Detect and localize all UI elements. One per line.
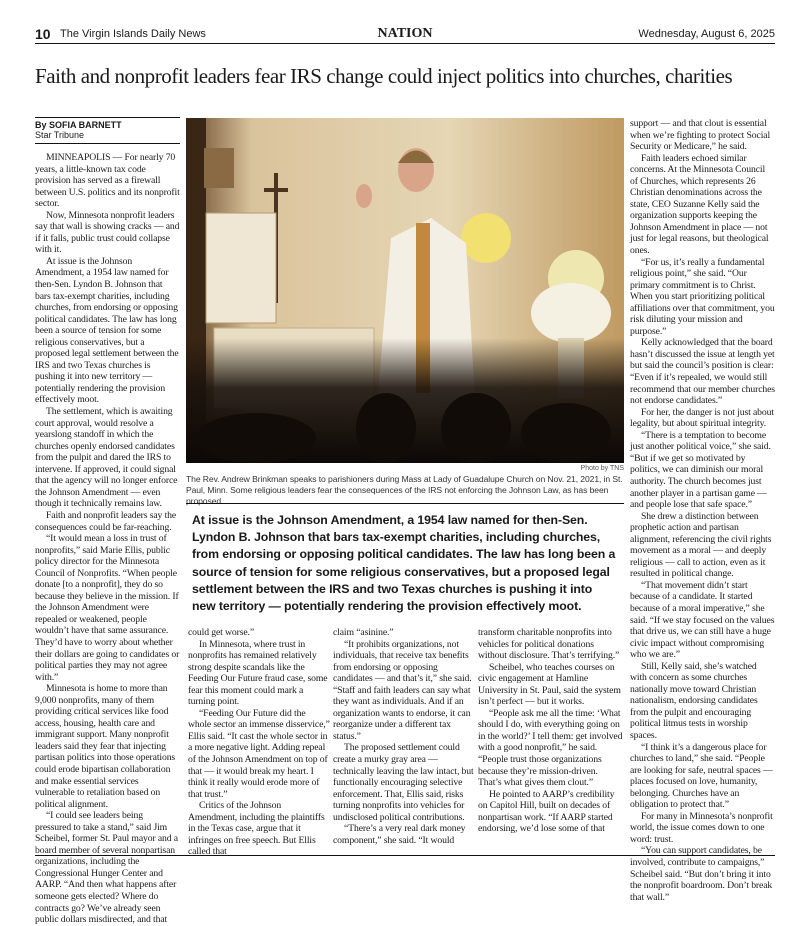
article-paragraph: “It prohibits organizations, not individuals, that receive tax benefits from endorsing or opposing candidates — and that’s it,” she said. “Staff and faith leaders can say what they want as individuals. And if an organization wants to endorse, it can reorganize under a different tax status.”	[333, 638, 472, 742]
photo-caption: The Rev. Andrew Brinkman speaks to parishioners during Mass at Lady of Guadalupe Church on Nov. 21, 2021, in St. Paul, Minn. Some religious leaders fear the consequences of the IRS not enforcing the Johnson Law, as has been proposed.	[186, 474, 623, 506]
footer-rule	[35, 855, 775, 856]
article-paragraph: For her, the danger is not just about legality, but about spiritual integrity.	[630, 406, 774, 430]
photo-credit: Photo by TNS	[580, 465, 624, 472]
article-paragraph: He pointed to AARP’s credibility on Capitol Hill, built on decades of nonpartisan work. “If AARP started endorsing, we’d lose some of that	[478, 788, 615, 835]
byline	[35, 117, 180, 144]
article-paragraph: “People ask me all the time: ‘What should I do, with everything going on in the world?’ I tell them: get involved with a good nonprofit,” he said. “People trust those organizations because they’re mission-driven. That’s what gives them clout.”	[478, 707, 623, 789]
article-paragraph: “It would mean a loss in trust of nonprofits,” said Marie Ellis, public policy director for the Minnesota Council of Nonprofits. “When people donate [to a nonprofit], they do so because they believe in the mission. If the Johnson Amendment were repealed or weakened, people wouldn’t have that same assurance. They’d have to worry about whether their dollars are going to candidates or political parties they may not agree with.”	[35, 533, 180, 683]
article-paragraph: “For us, it’s really a fundamental religious point,” she said. “Our primary commitment is to Christ. When you start prioritizing political affiliations over that commitment, you risk diluting your mission and purpose.”	[630, 256, 775, 337]
author-org: Star Tribune	[35, 130, 85, 140]
column-bottom-3	[478, 627, 623, 835]
article-paragraph: claim “asinine.”	[333, 627, 394, 638]
article-paragraph: Faith and nonprofit leaders say the consequences could be far-reaching.	[35, 509, 177, 533]
article-paragraph: support — and that clout is essential when we’re fighting to protect Social Security or Medicare,” he said.	[630, 118, 771, 153]
article-paragraph: Still, Kelly said, she’s watched with concern as some churches nationally move toward Christian nationalism, endorsing candidates from the pulpit and encouraging political litmus tests in worship spaces.	[630, 660, 758, 741]
article-photo	[186, 118, 624, 463]
section-name: NATION	[377, 26, 433, 41]
article-paragraph: transform charitable nonprofits into vehicles for political donations without disclosure. That’s terrifying.”	[478, 627, 620, 662]
article-paragraph: She drew a distinction between prophetic action and partisan alignment, referencing the civil rights movement as a moral — and deeply religious — call to action, even as it resulted in political change.	[630, 510, 772, 580]
church-photo-illustration	[186, 118, 624, 463]
column-bottom-1	[188, 627, 330, 858]
article-paragraph: “Feeding Our Future did the whole sector an immense disservice,” Ellis said. “It cast the whole sector in a more negative light. Adding repeal of the Johnson Amendment on top of that — it would break my heart. I think it really would erode more of that trust.”	[188, 707, 330, 800]
article-paragraph: Kelly acknowledged that the board hasn’t discussed the issue at length yet but said the council’s position is clear: “Even if it’s repealed, we would still recommend that our member churches not endorse candidates.”	[630, 337, 775, 407]
column-right	[630, 118, 775, 903]
article-paragraph: Minnesota is home to more than 9,000 nonprofits, many of them providing critical services like food access, housing, health care and immigrant support. Many nonprofit leaders said they fear that injecting partisan politics into those operations could erode bipartisan collaboration and make essential services vulnerable to retaliation based on political alignment.	[35, 683, 176, 810]
article-paragraph: “You can support candidates, be involved, contribute to campaigns,” Scheibel said. “But don’t bring it into the nonprofit boardroom. Don’t break that wall.”	[630, 845, 773, 903]
issue-date: Wednesday, August 6, 2025	[638, 28, 775, 40]
author-name: By SOFIA BARNETT	[35, 120, 122, 130]
column-left	[35, 152, 180, 926]
article-paragraph: Faith leaders echoed similar concerns. At the Minnesota Council of Churches, which represents 26 Christian denominations across the state, CEO Suzanne Kelly said the organization supports keeping the Johnson Amendment in place — not just for legal reasons, but theological ones.	[630, 152, 769, 257]
headline: Faith and nonprofit leaders fear IRS change could inject politics into churches, charities	[35, 64, 733, 88]
article-paragraph: Now, Minnesota nonprofit leaders say that wall is showing cracks — and if it falls, public trust could collapse with it.	[35, 209, 180, 256]
article-paragraph: “There is a temptation to become just another political voice,” she said. “But if we get so motivated by politics, we can diminish our moral authority. The church becomes just another player in a partisan game — and people lose that safe space.”	[630, 429, 771, 511]
article-paragraph: Scheibel, who teaches courses on civic engagement at Hamline University in St. Paul, said the system isn’t perfect — but it works.	[478, 661, 621, 708]
column-bottom-2	[333, 627, 475, 846]
article-paragraph: The proposed settlement could create a murky gray area — technically leaving the law intact, but functionally encouraging selective enforcement. That, Ellis said, risks turning nonprofits into vehicles for undisclosed political contributions.	[333, 742, 474, 823]
article-paragraph: “I think it’s a dangerous place for churches to land,” she said. “People are looking for safe, neutral spaces — places focused on love, humanity, belonging. Churches have an obligation to protect that.”	[630, 741, 773, 811]
article-paragraph: “That movement didn’t start because of a candidate. It started because of a moral imperative,” she said. “If we stay focused on the values that drive us, we can still have a huge civic impact without compromising who we are.”	[630, 579, 775, 661]
article-paragraph: In Minnesota, where trust in nonprofits has remained relatively strong despite scandals like the Feeding Our Future fraud case, some fear this moment could mark a turning point.	[188, 638, 328, 708]
article-paragraph: Critics of the Johnson Amendment, including the plaintiffs in the Texas case, argue that it infringes on free speech. But Ellis called that	[188, 800, 325, 858]
article-paragraph: The settlement, which is awaiting court approval, would resolve a yearslong standoff in which the churches openly endorsed candidates from the pulpit and dared the IRS to intervene. If approved, it could signal that the agency will no longer enforce the Johnson Amendment — even though it technically remains law.	[35, 406, 178, 510]
article-paragraph: “I could see leaders being pressured to take a stand,” said Jim Scheibel, former St. Paul mayor and a board member of several nonpartisan organizations, including the Congressional Hunger Center and AARP. “And then what happens after someone gets elected? Where do contracts go? We’ve already seen public dollars misdirected, and that	[35, 810, 178, 926]
article-paragraph: “There’s a very real dark money component,” she said. “It would	[333, 823, 466, 846]
article-paragraph: For many in Minnesota’s nonprofit world, the issue comes down to one word: trust.	[630, 810, 773, 845]
page-header	[35, 26, 775, 44]
article-paragraph: MINNEAPOLIS — For nearly 70 years, a little-known tax code provision has served as a firewall between U.S. politics and its nonprofit sector.	[35, 152, 180, 210]
page-number: 10	[35, 26, 51, 42]
article-paragraph: At issue is the Johnson Amendment, a 1954 law named for then-Sen. Lyndon B. Johnson that bars tax-exempt charities, including churches, from endorsing or opposing political candidates. The law has long been a source of tension for some religious conservatives, but a proposed legal settlement between the IRS and two Texas churches is pushing it into new territory — potentially rendering the provision effectively moot.	[35, 255, 179, 406]
pull-quote: At issue is the Johnson Amendment, a 1954 law named for then-Sen. Lyndon B. Johnson that bars tax-exempt charities, including churches, from endorsing or opposing political candidates. The law has long been a source of tension for some religious conservatives, but a proposed legal settlement between the IRS and two Texas churches is pushing it into new territory — potentially rendering the provision effectively moot.	[186, 503, 624, 615]
article-paragraph: could get worse.”	[188, 627, 255, 638]
publication-name: The Virgin Islands Daily News	[60, 28, 206, 40]
